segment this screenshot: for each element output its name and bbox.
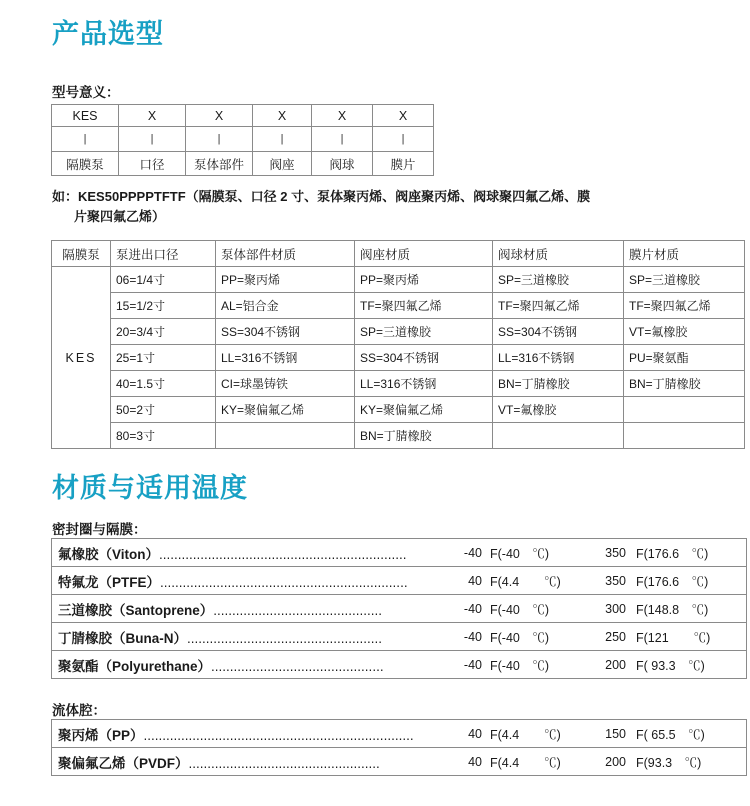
table-row (52, 539, 747, 567)
cell-body-material: CI=球墨铸铁 (216, 371, 355, 397)
cell-diaphragm-material: PU=聚氨酯 (624, 345, 745, 371)
cell-diaphragm-material (624, 423, 745, 449)
cell-seat-material: LL=316不锈钢 (355, 371, 493, 397)
leader-dots: .................................................................. (160, 574, 408, 590)
cell-pipe-2: | (186, 127, 253, 152)
cell-diaphragm-material (624, 397, 745, 423)
table-row (52, 423, 745, 449)
cell-code-4: X (312, 105, 373, 127)
cell-max-fahrenheit: F( 65.5 ℃) (626, 720, 747, 748)
cell-port-size: 06=1/4寸 (111, 267, 216, 293)
cell-max-value: 200 (572, 748, 626, 776)
cell-body-material (216, 423, 355, 449)
cell-body-material: LL=316不锈钢 (216, 345, 355, 371)
table-row (52, 319, 745, 345)
cell-seat-material: KY=聚偏氟乙烯 (355, 397, 493, 423)
example-line-2: 片聚四氟乙烯） (74, 209, 166, 224)
fluid-chamber-temperature-table (51, 719, 747, 776)
cell-diaphragm-material: VT=氟橡胶 (624, 319, 745, 345)
leader-dots: .............................................. (211, 658, 384, 674)
cell-max-value: 150 (572, 720, 626, 748)
cell-seat-material: BN=丁腈橡胶 (355, 423, 493, 449)
material-name-text: 聚丙烯（PP） (58, 727, 144, 743)
page-title-product-selection: 产品选型 (52, 19, 164, 49)
table-row (52, 623, 747, 651)
cell-ball-material: LL=316不锈钢 (493, 345, 624, 371)
cell-min-fahrenheit: F(-40 ℃) (482, 539, 572, 567)
cell-body-material: KY=聚偏氟乙烯 (216, 397, 355, 423)
table-row (52, 720, 747, 748)
cell-material-name (52, 720, 445, 748)
seal-material-temperature-table (51, 538, 747, 679)
cell-diaphragm-material: SP=三道橡胶 (624, 267, 745, 293)
leader-dots: ............................................. (213, 602, 383, 618)
cell-port-size: 50=2寸 (111, 397, 216, 423)
table-row (52, 748, 747, 776)
cell-max-fahrenheit: F( 93.3 ℃) (626, 651, 747, 679)
cell-code-3: X (253, 105, 312, 127)
cell-max-fahrenheit: F(93.3 ℃) (626, 748, 747, 776)
table-row (52, 595, 747, 623)
cell-name-4: 阀球 (312, 152, 373, 176)
cell-body-material: PP=聚丙烯 (216, 267, 355, 293)
example-paragraph (52, 187, 692, 227)
cell-port-size: 25=1寸 (111, 345, 216, 371)
cell-min-fahrenheit: F(4.4 ℃) (482, 720, 572, 748)
cell-material-name (52, 539, 445, 567)
cell-min-value: -40 (444, 539, 482, 567)
cell-body-material: SS=304不锈钢 (216, 319, 355, 345)
table-row-names (52, 152, 434, 176)
cell-ball-material: SP=三道橡胶 (493, 267, 624, 293)
cell-max-fahrenheit: F(121 ℃) (626, 623, 747, 651)
cell-pipe-0: | (52, 127, 119, 152)
subtitle-model-meaning: 型号意义： (52, 85, 120, 100)
material-name-text: 聚氨酯（Polyurethane） (58, 658, 212, 674)
cell-name-5: 膜片 (373, 152, 434, 176)
cell-code-5: X (373, 105, 434, 127)
cell-material-name (52, 595, 445, 623)
cell-code-2: X (186, 105, 253, 127)
cell-min-fahrenheit: F(-40 ℃) (482, 651, 572, 679)
table-row-code (52, 105, 434, 127)
cell-port-size: 40=1.5寸 (111, 371, 216, 397)
table-header-row (52, 241, 745, 267)
table-row (52, 345, 745, 371)
table-row (52, 267, 745, 293)
cell-ball-material (493, 423, 624, 449)
model-code-table (51, 104, 434, 176)
cell-name-0: 隔膜泵 (52, 152, 119, 176)
material-name-text: 特氟龙（PTFE） (58, 574, 161, 590)
material-name-text: 氟橡胶（Viton） (58, 546, 159, 562)
page-title-material-temperature: 材质与适用温度 (52, 473, 248, 503)
cell-max-value: 350 (572, 567, 626, 595)
table-row (52, 567, 747, 595)
cell-material-name (52, 651, 445, 679)
cell-name-3: 阀座 (253, 152, 312, 176)
cell-seat-material: SS=304不锈钢 (355, 345, 493, 371)
cell-name-2: 泵体部件 (186, 152, 253, 176)
cell-min-fahrenheit: F(4.4 ℃) (482, 567, 572, 595)
cell-min-fahrenheit: F(-40 ℃) (482, 623, 572, 651)
cell-code-0: KES (52, 105, 119, 127)
cell-ball-material: SS=304不锈钢 (493, 319, 624, 345)
cell-diaphragm-material: TF=聚四氟乙烯 (624, 293, 745, 319)
cell-min-value: -40 (444, 651, 482, 679)
cell-max-fahrenheit: F(148.8 ℃) (626, 595, 747, 623)
table-row (52, 293, 745, 319)
cell-pipe-1: | (119, 127, 186, 152)
cell-pipe-5: | (373, 127, 434, 152)
cell-max-value: 350 (572, 539, 626, 567)
cell-material-name (52, 567, 445, 595)
cell-min-value: -40 (444, 595, 482, 623)
cell-ball-material: BN=丁腈橡胶 (493, 371, 624, 397)
cell-max-value: 300 (572, 595, 626, 623)
leader-dots: ................................................... (188, 755, 380, 771)
cell-brand: KES (52, 267, 111, 449)
material-name-text: 聚偏氟乙烯（PVDF） (58, 755, 189, 771)
cell-max-value: 250 (572, 623, 626, 651)
material-name-text: 三道橡胶（Santoprene） (58, 602, 214, 618)
cell-max-fahrenheit: F(176.6 ℃) (626, 567, 747, 595)
table-row (52, 371, 745, 397)
header-diaphragm-material: 膜片材质 (624, 241, 745, 267)
header-pump: 隔膜泵 (52, 241, 111, 267)
cell-min-value: 40 (444, 720, 482, 748)
cell-pipe-3: | (253, 127, 312, 152)
table-row-connector (52, 127, 434, 152)
cell-port-size: 15=1/2寸 (111, 293, 216, 319)
cell-max-fahrenheit: F(176.6 ℃) (626, 539, 747, 567)
table-row (52, 397, 745, 423)
header-port-size: 泵进出口径 (111, 241, 216, 267)
cell-port-size: 80=3寸 (111, 423, 216, 449)
cell-min-value: 40 (444, 567, 482, 595)
table-row (52, 651, 747, 679)
cell-seat-material: PP=聚丙烯 (355, 267, 493, 293)
cell-ball-material: VT=氟橡胶 (493, 397, 624, 423)
header-seat-material: 阀座材质 (355, 241, 493, 267)
cell-ball-material: TF=聚四氟乙烯 (493, 293, 624, 319)
material-name-text: 丁腈橡胶（Buna-N） (58, 630, 187, 646)
cell-body-material: AL=铝合金 (216, 293, 355, 319)
cell-diaphragm-material: BN=丁腈橡胶 (624, 371, 745, 397)
cell-material-name (52, 623, 445, 651)
leader-dots: .................................................................. (159, 546, 407, 562)
cell-pipe-4: | (312, 127, 373, 152)
example-line-1: 如：KES50PPPPTFTF（隔膜泵、口径 2 寸、泵体聚丙烯、阀座聚丙烯、阀球聚四氟乙烯、膜 (52, 189, 591, 204)
cell-min-value: 40 (444, 748, 482, 776)
cell-min-fahrenheit: F(-40 ℃) (482, 595, 572, 623)
subtitle-fluid-chamber: 流体腔： (52, 703, 106, 718)
cell-name-1: 口径 (119, 152, 186, 176)
header-ball-material: 阀球材质 (493, 241, 624, 267)
specification-table (51, 240, 745, 449)
cell-max-value: 200 (572, 651, 626, 679)
cell-min-fahrenheit: F(4.4 ℃) (482, 748, 572, 776)
cell-material-name (52, 748, 445, 776)
cell-seat-material: SP=三道橡胶 (355, 319, 493, 345)
header-body-material: 泵体部件材质 (216, 241, 355, 267)
cell-port-size: 20=3/4寸 (111, 319, 216, 345)
cell-min-value: -40 (444, 623, 482, 651)
subtitle-seal-diaphragm: 密封圈与隔膜： (52, 522, 147, 537)
cell-seat-material: TF=聚四氟乙烯 (355, 293, 493, 319)
cell-code-1: X (119, 105, 186, 127)
leader-dots: .................................................... (187, 630, 383, 646)
leader-dots: ........................................................................ (143, 727, 414, 743)
